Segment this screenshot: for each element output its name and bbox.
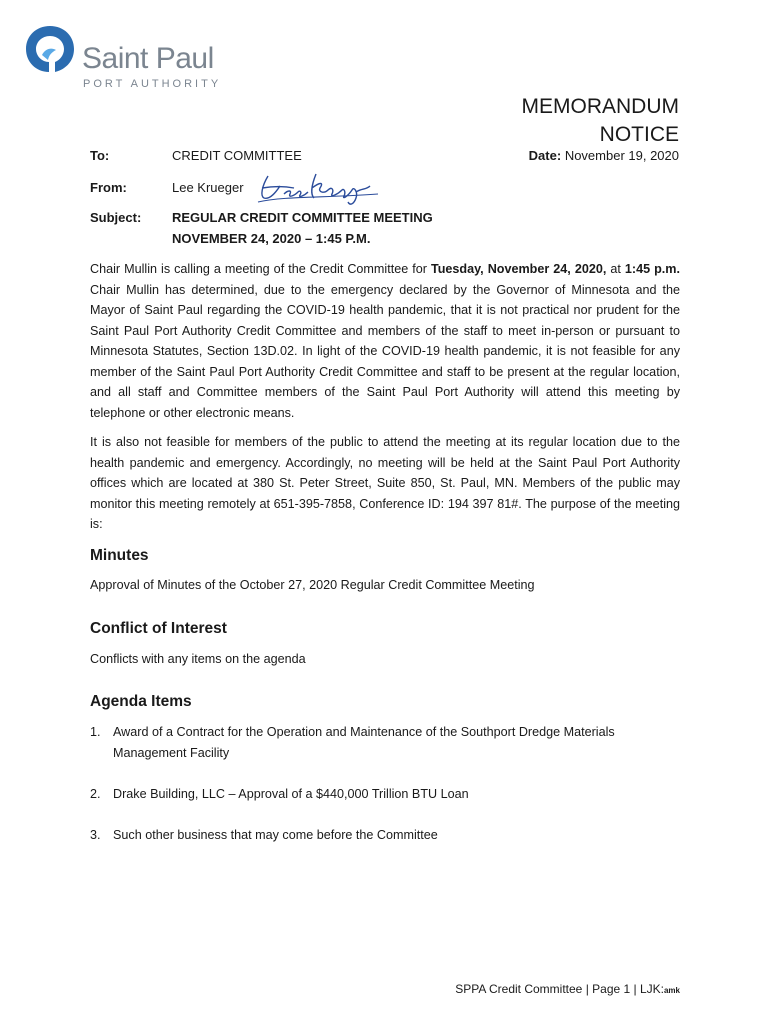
p1-text-e: Chair Mullin has determined, due to the emergency declared by the Governor of Minnesota and the Mayor of Saint Paul regarding the COVID-19 health pandemic, that it is not practical nor prudent for the Saint Paul Port Authority Credit Committee and members of the staff to meet in-person or pursuant to Minnesota Statutes, Section 13D.02. In light of the COVID-19 health pandemic, it is not feasible for any member of the Saint Paul Port Authority Credit Committee and staff to be present at the regular location, and all staff and Committee members of the Saint Paul Port Authority will attend this meeting by telephone or other electronic means. [90,282,680,420]
agenda-item-text: Such other business that may come before the Committee [113,828,438,842]
agenda-item-text: Award of a Contract for the Operation and Maintenance of the Southport Dredge Materials Management Facility [113,725,615,760]
subject-line2: NOVEMBER 24, 2020 – 1:45 P.M. [172,231,371,246]
page-footer [455,982,680,996]
body-paragraph-2: It is also not feasible for members of the public to attend the meeting at its regular location due to the health pandemic and emergency. Accordingly, no meeting will be held at the Saint Paul Port Authority offices which are located at 380 St. Peter Street, Suite 850, St. Paul, MN. Members of the public may monitor this meeting remotely at 651-395-7858, Conference ID: 194 397 81#. The purpose of the meeting is: [90,435,680,531]
signature-image [254,168,384,208]
agenda-item-text: Drake Building, LLC – Approval of a $440,000 Trillion BTU Loan [113,787,469,801]
agenda-item [90,784,680,805]
body-paragraph-1 [90,259,680,423]
date-value: November 19, 2020 [564,148,679,163]
agenda-item [90,722,680,763]
subject-line1: REGULAR CREDIT COMMITTEE MEETING [172,210,433,225]
to-label: To: [90,148,110,163]
subject-label: Subject: [90,210,142,225]
p1-time-bold: 1:45 p.m. [624,262,681,276]
saint-paul-port-authority-logo [22,22,242,94]
agenda-item [90,825,680,846]
memo-title-line1: MEMORANDUM [521,95,679,118]
date-label: Date: [528,148,562,163]
conflict-heading: Conflict of Interest [90,620,227,637]
minutes-heading: Minutes [90,547,149,564]
from-label: From: [90,180,127,195]
agenda-item-number: 2. [90,787,101,801]
memo-title [522,93,680,149]
from-value: Lee Krueger [172,180,244,195]
agenda-item-number: 3. [90,828,101,842]
p1-text-c: at [606,262,625,276]
p1-text-a: Chair Mullin is calling a meeting of the Credit Committee for [90,262,431,276]
logo-name: Saint Paul [82,42,214,75]
logo-subtitle: PORT AUTHORITY [83,78,222,90]
conflict-text: Conflicts with any items on the agenda [90,652,306,666]
logo-mark-icon [22,22,78,76]
memo-title-line2: NOTICE [599,123,679,146]
footer-initials: amk [663,986,680,995]
date-field [529,148,679,163]
footer-text: SPPA Credit Committee | Page 1 | LJK: [455,982,664,996]
agenda-heading: Agenda Items [90,693,192,710]
minutes-text: Approval of Minutes of the October 27, 2020 Regular Credit Committee Meeting [90,578,535,592]
agenda-item-number: 1. [90,725,101,739]
p1-date-bold: Tuesday, November 24, 2020, [430,262,607,276]
to-value: CREDIT COMMITTEE [172,148,302,163]
